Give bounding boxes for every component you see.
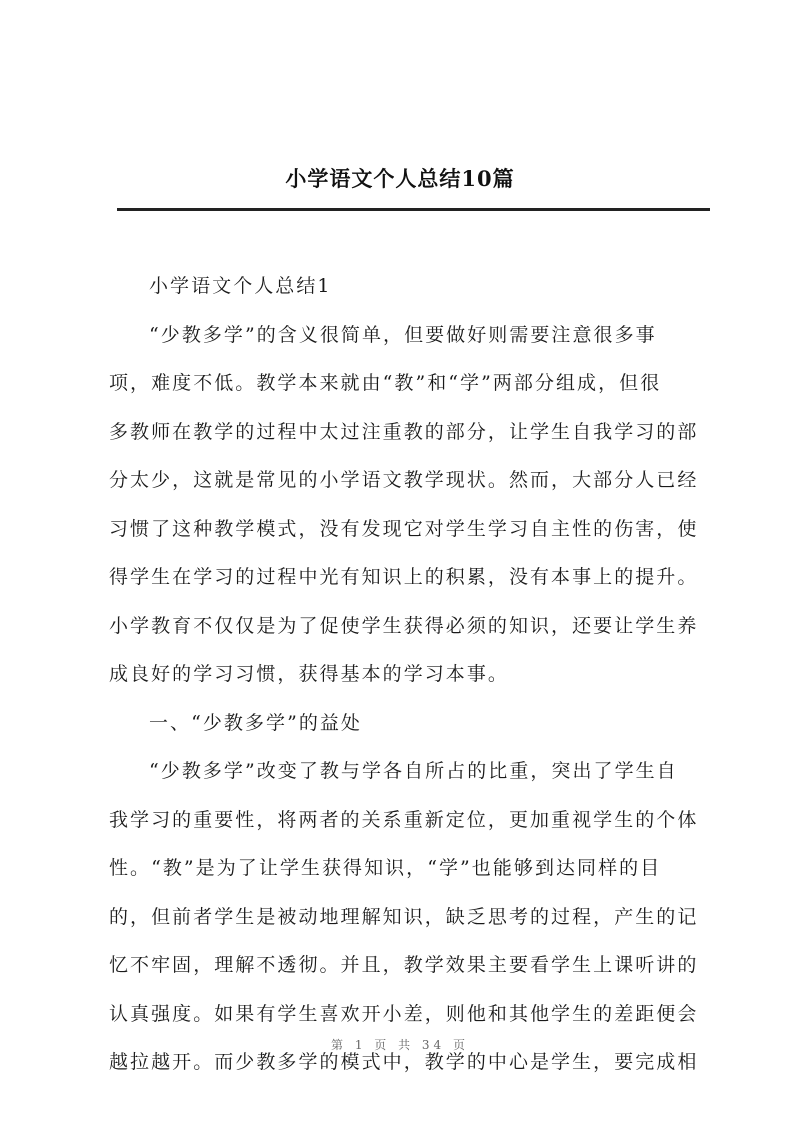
- text-line: 认真强度。如果有学生喜欢开小差，则他和其他学生的差距便会: [109, 1002, 699, 1025]
- text-line: 习惯了这种教学模式，没有发现它对学生学习自主性的伤害，使: [109, 517, 699, 540]
- text-line: 性。“教”是为了让学生获得知识，“学”也能够到达同样的目: [109, 857, 662, 879]
- text-line: 成良好的学习习惯，获得基本的学习本事。: [109, 663, 509, 685]
- text-line: 一、“少教多学”的益处: [149, 711, 362, 734]
- page-footer: 第 1 页 共 34 页: [331, 1038, 469, 1052]
- text-line: 忆不牢固，理解不透彻。并且，教学效果主要看学生上课听讲的: [109, 954, 699, 976]
- text-line: 小学教育不仅仅是为了促使学生获得必须的知识，还要让学生养: [109, 614, 699, 637]
- text-line: 项，难度不低。教学本来就由“教”和“学”两部分组成，但很: [109, 372, 662, 394]
- text-line: 越拉越开。而少教多学的模式中，教学的中心是学生，要完成相: [109, 1051, 699, 1073]
- text-line: 得学生在学习的过程中光有知识上的积累，没有本事上的提升。: [109, 566, 699, 588]
- text-line: “少教多学”的含义很简单，但要做好则需要注意很多事: [149, 323, 657, 346]
- page-title: 小学语文个人总结10篇: [285, 166, 515, 191]
- text-line: 多教师在教学的过程中太过注重教的部分，让学生自我学习的部: [109, 420, 699, 443]
- text-line: 分太少，这就是常见的小学语文教学现状。然而，大部分人已经: [109, 469, 699, 491]
- text-line: 的，但前者学生是被动地理解知识，缺乏思考的过程，产生的记: [109, 905, 699, 928]
- text-line: 小学语文个人总结1: [149, 275, 332, 297]
- text-line: “少教多学”改变了教与学各自所占的比重，突出了学生自: [149, 760, 678, 782]
- text-line: 我学习的重要性，将两者的关系重新定位，更加重视学生的个体: [109, 808, 699, 831]
- title-divider: [117, 208, 710, 211]
- document-body: [109, 262, 712, 1087]
